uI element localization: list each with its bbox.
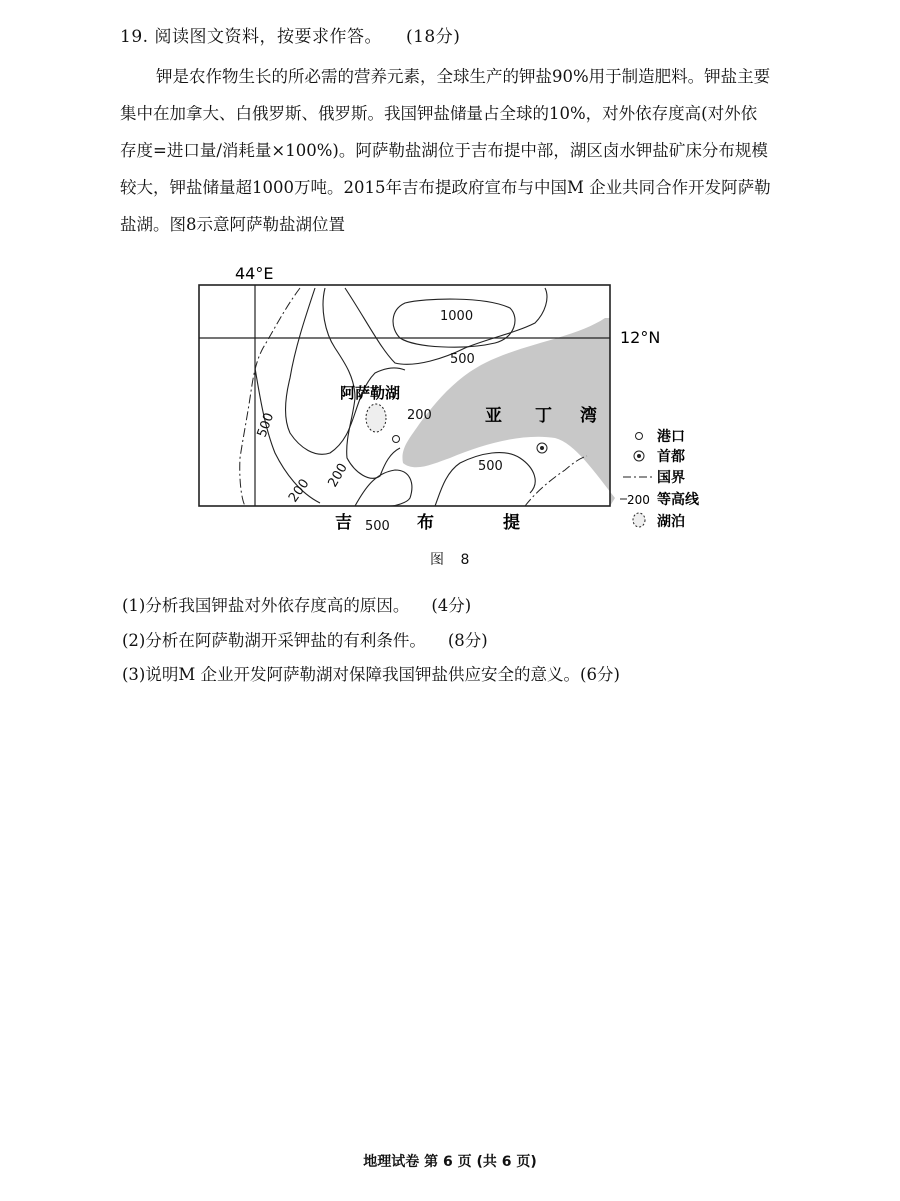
map-legend	[620, 428, 700, 530]
gulf-name-char: 亚	[485, 406, 502, 426]
passage-line: 盐湖。图8示意阿萨勒盐湖位置	[120, 215, 345, 234]
legend-label: 港口	[657, 429, 685, 445]
contour-label: 200	[285, 476, 313, 506]
contour-label: 500	[365, 519, 390, 534]
map-figure	[195, 258, 715, 558]
gulf-name-char: 丁	[535, 406, 552, 426]
gulf-name-char: 湾	[580, 406, 597, 426]
legend-label: 等高线	[657, 492, 699, 508]
question-title	[120, 22, 460, 47]
question-title-text: 19. 阅读图文资料，按要求作答。	[120, 27, 382, 47]
country-border	[240, 288, 300, 506]
figure-caption: 图 8	[430, 552, 476, 568]
sub-question	[122, 592, 471, 616]
legend-capital-dot	[637, 454, 641, 458]
capital-dot	[540, 446, 544, 450]
contour-500-west	[285, 288, 405, 454]
map-svg	[195, 258, 715, 558]
country-border-south	[525, 456, 587, 506]
question-score: (18分)	[405, 27, 461, 47]
legend-port-icon	[636, 433, 643, 440]
country-name-char: 布	[417, 513, 434, 533]
sub-question-text: (1)分析我国钾盐对外依存度高的原因。	[122, 596, 410, 615]
passage-line: 集中在加拿大、白俄罗斯、俄罗斯。我国钾盐储量占全球的10%，对外依存度高(对外依	[120, 104, 758, 123]
sub-question-text: (3)说明M 企业开发阿萨勒湖对保障我国钾盐供应安全的意义。	[122, 665, 581, 684]
contour-label: 200	[325, 460, 351, 490]
sub-question	[122, 661, 620, 685]
longitude-label: 44°E	[235, 264, 274, 283]
sub-question-points: (4分)	[431, 596, 472, 615]
port-icon	[393, 436, 400, 443]
passage-line: 存度=进口量/消耗量×100%)。阿萨勒盐湖位于吉布提中部，湖区卤水钾盐矿床分布规模	[120, 141, 768, 160]
country-name-char: 提	[503, 513, 520, 533]
sub-question-points: (6分)	[580, 665, 620, 684]
sub-question	[122, 627, 488, 651]
passage	[120, 58, 860, 243]
legend-label: 国界	[657, 470, 685, 486]
contour-label: 1000	[440, 309, 474, 324]
legend-label: 首都	[657, 449, 685, 465]
contour-label: 200	[407, 408, 432, 423]
contour-label: 500	[478, 459, 503, 474]
sub-question-points: (8分)	[447, 631, 488, 650]
passage-line: 较大，钾盐储量超1000万吨。2015年吉布提政府宣布与中国M 企业共同合作开发阿萨勒	[120, 178, 771, 197]
latitude-label: 12°N	[620, 328, 661, 347]
legend-lake-icon	[633, 513, 645, 527]
sub-question-text: (2)分析在阿萨勒湖开采钾盐的有利条件。	[122, 631, 426, 650]
passage-line: 钾是农作物生长的所必需的营养元素，全球生产的钾盐90%用于制造肥料。钾盐主要	[156, 67, 771, 86]
page-footer: 地理试卷 第 6 页 (共 6 页)	[363, 1154, 537, 1170]
contour-label: 500	[254, 410, 278, 440]
assal-lake	[366, 404, 386, 432]
legend-contour-value: 200	[627, 493, 650, 507]
legend-label: 湖泊	[657, 514, 685, 530]
contour-label: 500	[450, 352, 475, 367]
country-name-char: 吉	[335, 513, 352, 533]
lake-name: 阿萨勒湖	[340, 384, 401, 402]
